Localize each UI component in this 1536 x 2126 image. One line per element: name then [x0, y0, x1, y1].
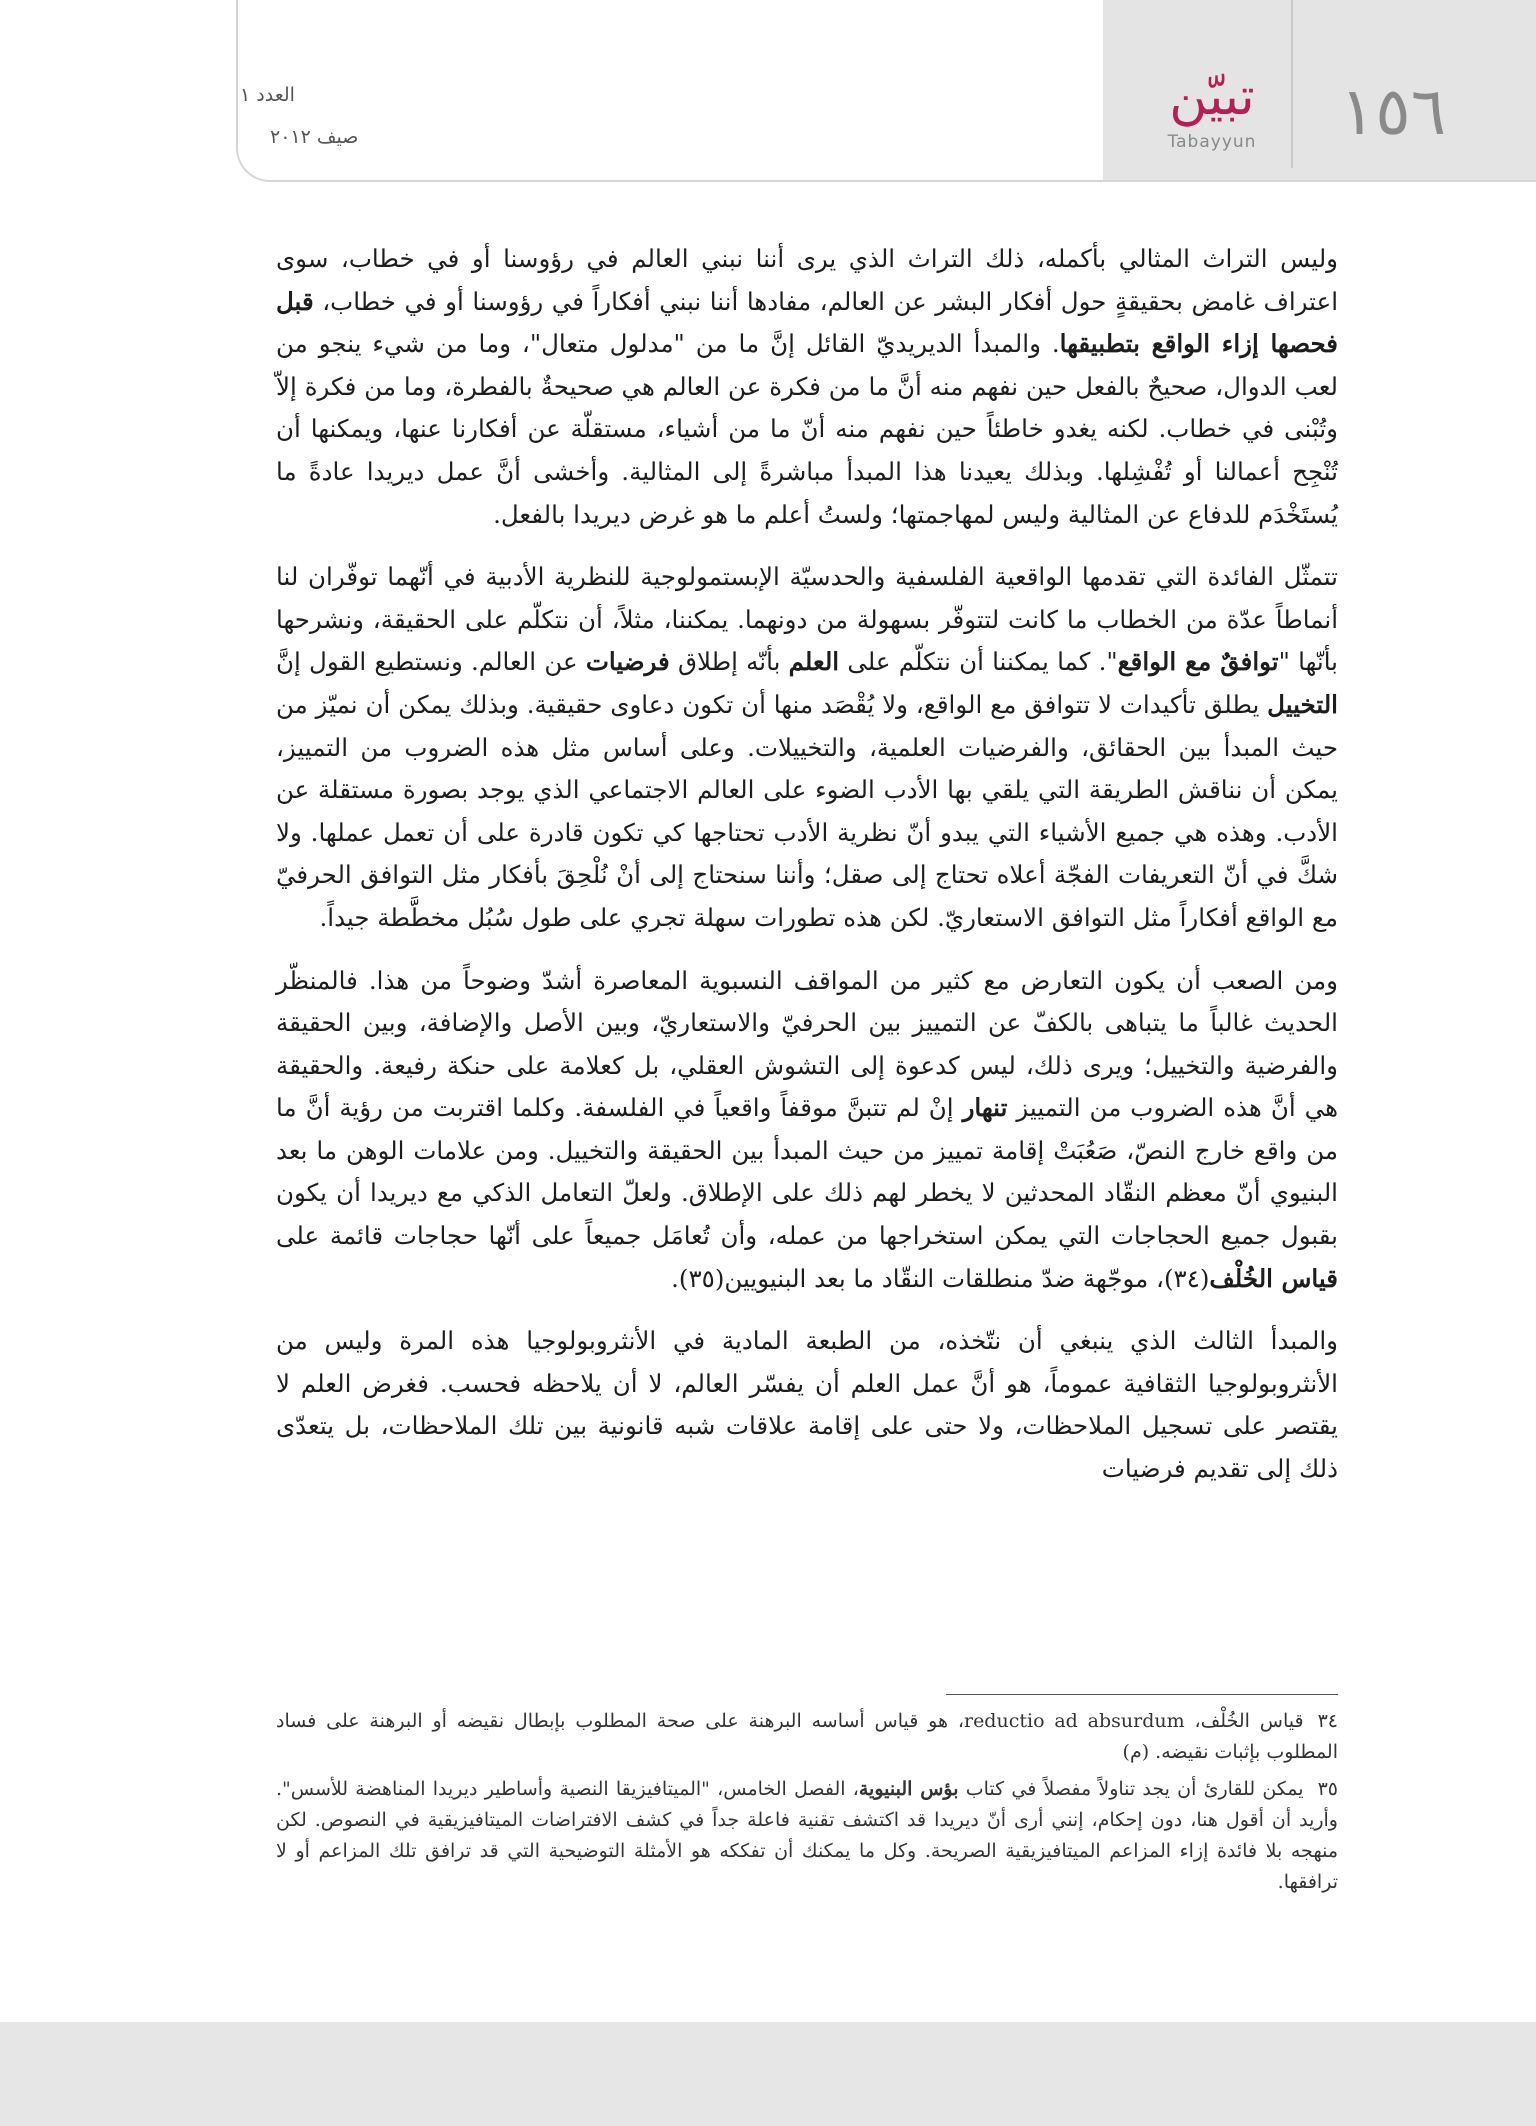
footnote-book-title: بؤس البنيوية: [858, 1778, 959, 1800]
footnote-text: قياس الخُلْف،: [1184, 1710, 1304, 1732]
paragraph: [276, 1320, 1338, 1490]
footnotes: [276, 1706, 1338, 1904]
paragraph-text: تتمثّل الفائدة التي تقدمها الواقعية الفلسفية والحدسيّة الإبستمولوجية للنظرية الأدبية في أنّهما توفّران لنا أنماطاً عدّة من الخطاب ما كانت لتتوفّر بسهولة من دونهما. يمكننا، مثلاً، أن نتكلّم على الحقيقة، ونشرحها بأنّها ": [276, 562, 1338, 677]
paragraph-text: ". كما يمكننا أن نتكلّم على: [839, 647, 1118, 677]
paragraph-text: . والمبدأ الديريديّ القائل إنَّ ما من "مدلول متعال"، وما من شيء ينجو من لعب الدوال، صحيحٌ بالفعل حين نفهم منه أنَّ ما من فكرة عن العالم هي صحيحةٌ بالفطرة، وما من فكرة إلاّ وتُبْنى في خطاب. لكنه يغدو خاطئاً حين نفهم منه أنّ ما من أشياء، مستقلّة عن أفكارنا عنها، ويمكنها أن تُنْجِح أعمالنا أو تُفْشِلها. وبذلك يعيدنا هذا المبدأ مباشرةً إلى المثالية. وأخشى أنَّ عمل ديريدا عادةً ما يُستَخْدَم للدفاع عن المثالية وليس لمهاجمتها؛ ولستُ أعلم ما هو غرض ديريدا بالفعل.: [276, 329, 1338, 529]
header-divider: [1291, 0, 1293, 168]
footnote-number: ٣٥: [1317, 1778, 1338, 1800]
logo-arabic-text: تبيّن: [1169, 67, 1255, 127]
logo-latin-text: Tabayyun: [1167, 132, 1257, 152]
page-number: ١٥٦: [1339, 73, 1447, 150]
paragraph-text: والمبدأ الثالث الذي ينبغي أن نتّخذه، من الطبعة المادية في الأنثروبولوجيا هذه المرة وليس من الأنثروبولوجيا الثقافية عموماً، هو أنَّ عمل العلم أن يفسّر العالم، لا أن يلاحظه فحسب. فغرض العلم لا يقتصر على تسجيل الملاحظات، ولا حتى على إقامة علاقات شبه قانونية بين تلك الملاحظات، بل يتعدّى ذلك إلى تقديم فرضيات: [276, 1326, 1338, 1484]
paragraph-text: عن العالم. ونستطيع القول إنَّ: [276, 647, 586, 677]
paragraph: [276, 960, 1338, 1301]
paragraph: [276, 238, 1338, 536]
emphasis-text: قياس الخُلْف: [1209, 1263, 1338, 1293]
paragraph-text: (٣٤)، موجّهة ضدّ منطلقات النقّاد ما بعد البنيويين(٣٥).: [671, 1263, 1210, 1293]
footnote-text: ، الفصل الخامس، "الميتافيزيقا النصية وأساطير ديريدا المناهضة للأسس". وأريد أن أقول هنا، دون إحكام، إنني أرى أنّ ديريدا قد اكتشف تقنية فاعلة جداً في كشف الافتراضات الميتافيزيقية في النصوص. لكن منهجه بلا فائدة إزاء المزاعم الميتافيزيقية الصريحة. وكل ما يمكنك أن تفككه هو الأمثلة التوضيحية التي قد ترافق تلك المزاعم أو لا ترافقها.: [276, 1778, 1338, 1893]
emphasis-text: فرضيات: [585, 647, 670, 677]
paragraph-text: وليس التراث المثالي بأكمله، ذلك التراث الذي يرى أننا نبني العالم في رؤوسنا أو في خطاب، سوى اعتراف غامض بحقيقةٍ حول أفكار البشر عن العالم، مفادها أننا نبني أفكاراً في رؤوسنا أو في خطاب،: [276, 244, 1338, 316]
footnote-text: يمكن للقارئ أن يجد تناولاً مفصلاً في كتاب: [958, 1778, 1304, 1800]
journal-logo: [1122, 66, 1302, 166]
issue-label: العدد ١: [240, 84, 295, 106]
issue-date: صيف ٢٠١٢: [270, 126, 359, 148]
article-body: [276, 238, 1338, 1511]
paragraph-text: بأنّه إطلاق: [669, 647, 789, 677]
footnote-number: ٣٤: [1317, 1710, 1338, 1732]
paragraph: [276, 556, 1338, 939]
paragraph-text: إنْ لم تتبنَّ موقفاً واقعياً في الفلسفة. وكلما اقتربت من رؤية أنَّ ما من واقع خارج النصّ، صَعُبَتْ إقامة تمييز من حيث المبدأ بين الحقيقة والتخييل. ومن علامات الوهن ما بعد البنيوي أنّ معظم النقّاد المحدثين لا يخطر لهم ذلك على الإطلاق. ولعلّ التعامل الذكي مع ديريدا أن يكون بقبول جميع الحجاجات التي يمكن استخراجها من عمله، وأن تُعامَل جميعاً على أنّها حجاجات قائمة على: [276, 1093, 1338, 1251]
footnote-34: [276, 1706, 1338, 1768]
footnote-latin-term: reductio ad absurdum: [963, 1710, 1185, 1732]
emphasis-text: التخييل: [1267, 689, 1338, 719]
emphasis-text: تنهار: [962, 1093, 1008, 1123]
footnote-35: [276, 1774, 1338, 1898]
bottom-band: [0, 2022, 1536, 2126]
emphasis-text: قبل فحصها إزاء الواقع بتطبيقها: [276, 286, 1338, 359]
paragraph-text: يطلق تأكيدات لا تتوافق مع الواقع، ولا يُقْصَد منها أن تكون دعاوى حقيقية. وبذلك يمكن أن نميّز من حيث المبدأ بين الحقائق، والفرضيات العلمية، والتخييلات. وعلى أساس مثل هذه الضروب من التمييز، يمكن أن نناقش الطريقة التي يلقي بها الأدب الضوء على العالم الاجتماعي الذي يوجد بصورة مستقلة عن الأدب. وهذه هي جميع الأشياء التي يبدو أنّ نظرية الأدب تحتاجها كي تكون قادرة على أن تعمل عملها. ولا شكَّ في أنّ التعريفات الفجّة أعلاه تحتاج إلى صقل؛ وأننا سنحتاج إلى أنْ نُلْحِقَ بأفكار مثل التوافق الحرفيّ مع الواقع أفكاراً مثل التوافق الاستعاريّ. لكن هذه تطورات سهلة تجري على طول سُبُل مخطَّطة جيداً.: [276, 689, 1338, 932]
footnote-rule: [946, 1694, 1338, 1695]
emphasis-text: العلم: [788, 647, 840, 677]
paragraph-text: ومن الصعب أن يكون التعارض مع كثير من المواقف النسبوية المعاصرة أشدّ وضوحاً من هذا. فالمنظّر الحديث غالباً ما يتباهى بالكفّ عن التمييز بين الحرفيّ والاستعاريّ، وبين الأصل والإضافة، وبين الحقيقة والفرضية والتخييل؛ ويرى ذلك، ليس كدعوة إلى التشوش العقلي، بل كعلامة على حنكة رفيعة. والحقيقة هي أنَّ هذه الضروب من التمييز: [276, 965, 1338, 1123]
emphasis-text: توافقٌ مع الواقع: [1117, 647, 1279, 677]
footnote-text: ، هو قياس أساسه البرهنة على صحة المطلوب بإبطال نقيضه أو البرهنة على فساد المطلوب بإثبات نقيضه. (م): [276, 1710, 1338, 1763]
